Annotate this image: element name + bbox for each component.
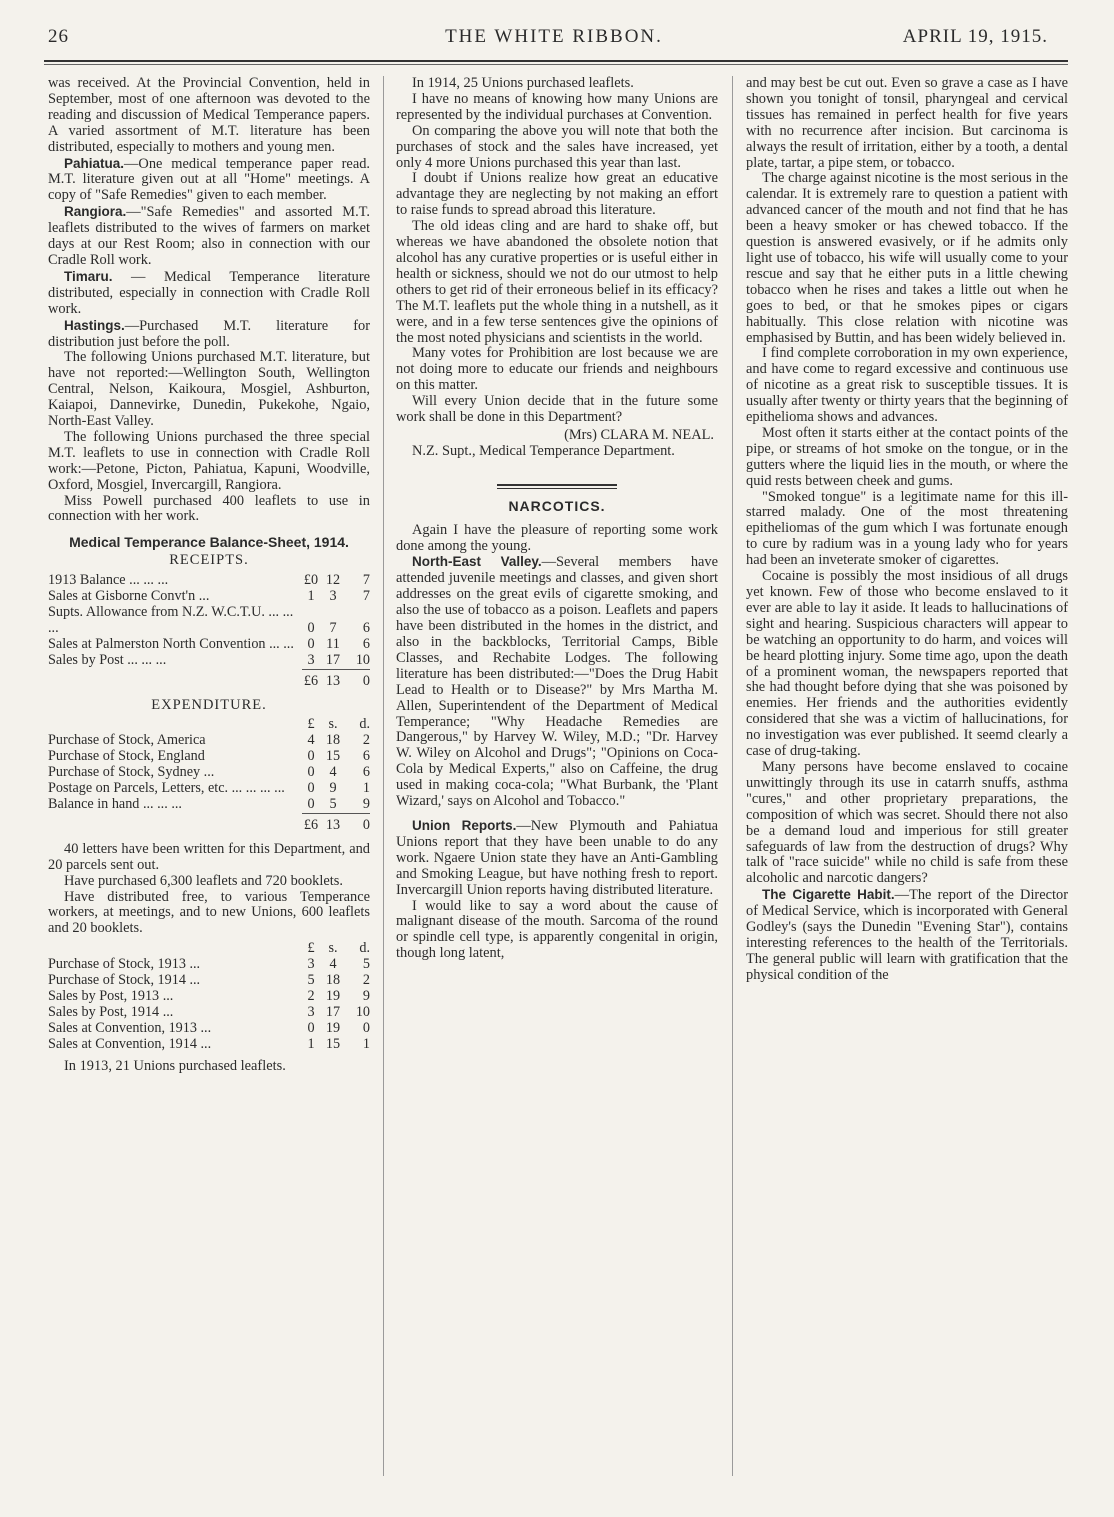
receipt-row — [48, 589, 370, 605]
pence: 1 — [362, 780, 370, 797]
receipts-heading: RECEIPTS. — [169, 552, 249, 569]
column-divider — [383, 76, 384, 1476]
page-header — [48, 26, 1060, 56]
item-label: Sales at Palmerston North Convention ... ... — [48, 635, 294, 652]
page-number: 26 — [48, 26, 69, 47]
report-hastings — [48, 318, 370, 351]
expenditure-row — [48, 781, 370, 797]
report-timaru — [48, 269, 370, 318]
pounds: 1 — [307, 588, 315, 605]
item-label: Purchase of Stock, America — [48, 732, 206, 749]
expenditure-row — [48, 749, 370, 765]
shillings: 3 — [329, 588, 337, 605]
section-rule — [497, 484, 617, 489]
shillings-head: s. — [328, 716, 338, 733]
shillings: 18 — [325, 732, 341, 749]
paragraph: Have purchased 6,300 leaflets and 720 booklets. — [64, 872, 343, 889]
pence: 7 — [362, 572, 370, 589]
report-union-reports — [396, 818, 718, 899]
shillings: 4 — [329, 764, 337, 781]
header-rule — [44, 60, 1068, 65]
pence: 6 — [362, 764, 370, 781]
item-label: Sales by Post ... ... ... — [48, 652, 167, 669]
pence: 9 — [362, 795, 370, 812]
expenditure-total-row — [48, 813, 370, 833]
pounds: 3 — [307, 1003, 315, 1020]
item-label: Sales at Convention, 1914 ... — [48, 1035, 212, 1052]
pence: 0 — [362, 1019, 370, 1036]
stock-row — [48, 1021, 370, 1037]
shillings: 4 — [329, 956, 337, 973]
stock-row — [48, 989, 370, 1005]
total-pounds: £6 — [302, 669, 320, 689]
pounds-head: £ — [307, 940, 315, 957]
item-label: Sales at Gisborne Convt'n ... — [48, 588, 210, 605]
pence: 10 — [355, 651, 370, 668]
item-label: Sales at Convention, 1913 ... — [48, 1019, 212, 1036]
report-north-east-valley — [396, 554, 718, 810]
paragraph: In 1913, 21 Unions purchased leaflets. — [64, 1057, 286, 1074]
paragraph: Many votes for Prohibition are lost because we are not doing more to educate our friends and neighbours on this matter. — [396, 345, 718, 394]
pounds: 0 — [307, 780, 315, 797]
paragraph: Have distributed free, to various Temperance workers, at meetings, and to new Unions, 600 leaflets and 20 booklets. — [48, 888, 370, 937]
pounds-head: £ — [307, 716, 315, 733]
total-pence: 0 — [346, 669, 370, 689]
paragraph: I find complete corroboration in my own experience, and have come to regard excessive and continuous use of nicotine as a great risk to susceptible tissues. It is usually after twenty or thirty years that the beginning of epithelioma shows and advances. — [746, 345, 1068, 426]
shillings: 17 — [325, 1003, 341, 1020]
signature-title: N.Z. Supt., Medical Temperance Department. — [412, 442, 675, 459]
pence: 2 — [362, 972, 370, 989]
paragraph: Miss Powell purchased 400 leaflets to use in connection with her work. — [48, 492, 370, 525]
pounds: 0 — [307, 795, 315, 812]
paragraph: Will every Union decide that in the future some work shall be done in this Department? — [396, 393, 718, 426]
total-shillings: 13 — [320, 669, 346, 689]
receipts-total-row — [48, 669, 370, 689]
shillings: 7 — [329, 619, 337, 636]
receipt-row — [48, 605, 370, 637]
pounds: £0 — [303, 572, 319, 589]
paragraph: I have no means of knowing how many Unions are represented by the individual purchases at Convention. — [396, 90, 718, 123]
paragraph: I would like to say a word about the cause of malignant disease of the mouth. Sarcoma of the round or spindle cell type, is apparently congenital in origin, though long latent, — [396, 897, 718, 962]
paragraph: I doubt if Unions realize how great an educative advantage they are neglecting by not making an effort to raise funds to spread abroad this literature. — [396, 170, 718, 219]
total-shillings: 13 — [320, 813, 346, 833]
report-heading: Pahiatua. — [64, 155, 125, 171]
item-label: Sales by Post, 1914 ... — [48, 1003, 174, 1020]
pounds: 0 — [307, 1019, 315, 1036]
pence-head: d. — [359, 940, 370, 957]
pence: 9 — [362, 987, 370, 1004]
report-text: —New Plymouth and Pahiatua Unions report that they have been unable to do any work. Ngaere Union state they have an Anti-Gambling and Smoking League, but have nothing fresh to report. Invercargill Union reports having distributed literature. — [396, 817, 719, 898]
masthead-title: THE WHITE RIBBON. — [445, 26, 663, 47]
pounds: 3 — [307, 956, 315, 973]
report-text: —The report of the Director of Medical Service, which is incorporated with General Godley's (says the Dunedin "Evening Star"), contains interesting references to the health of the Territorials. The general public will learn with gratification that the physical condition of the — [746, 887, 1068, 983]
pence: 6 — [362, 635, 370, 652]
shillings: 17 — [325, 651, 341, 668]
paragraph: The following Unions purchased M.T. literature, but have not reported:—Wellington South, Wellington Central, Nelson, Kaikoura, Mosgiel, Ashburton, Kaiapoi, Dannevirke, Dunedin, Pukekohe, Ngaio, North-East Valley. — [48, 349, 370, 430]
item-label: 1913 Balance ... ... ... — [48, 572, 169, 589]
report-cigarette-habit — [746, 887, 1068, 983]
report-heading: Rangiora. — [64, 204, 127, 220]
column-3 — [746, 76, 1068, 984]
paragraph: 40 letters have been written for this Department, and 20 parcels sent out. — [48, 840, 370, 873]
paragraph: The following Unions purchased the three special M.T. leaflets to use in connection with Cradle Roll work:—Petone, Picton, Pahiatua, Kapuni, Woodville, Oxford, Mosgiel, Invercargill, Rangiora. — [48, 428, 370, 493]
pounds: 0 — [307, 619, 315, 636]
shillings: 18 — [325, 972, 341, 989]
pounds: 3 — [307, 651, 315, 668]
column-1 — [48, 76, 370, 1074]
signature-name: (Mrs) CLARA M. NEAL. — [564, 426, 714, 443]
receipt-row — [48, 653, 370, 669]
paragraph: Cocaine is possibly the most insidious of all drugs yet known. Few of those who become enslaved to it ever are able to lay it aside. It leads to hallucinations of sight and hearing. Suspicious characters will appear to be watching an opportunity to do harm, and voices will be heard plotting injury. Some time ago, upon the death of a prominent woman, the newspapers reported that she had thought before dying that she was poisoned by enemies. Her friends and the authorities evidently considered that she was a victim of hallucinations, for no investigation was ever published. It seemd clearly a case of drug-taking. — [746, 568, 1068, 760]
stock-row — [48, 1037, 370, 1053]
expenditure-row — [48, 797, 370, 813]
item-label: Postage on Parcels, Letters, etc. ... ... ... ... — [48, 780, 285, 797]
pence-head: d. — [359, 716, 370, 733]
report-heading: North-East Valley. — [412, 554, 542, 570]
receipt-row — [48, 637, 370, 653]
paragraph: was received. At the Provincial Convention, held in September, most of one afternoon was devoted to the reading and discussion of Medical Temperance papers. A varied assortment of M.T. literature has been distributed, especially to mothers and young men. — [48, 75, 370, 155]
item-label: Sales by Post, 1913 ... — [48, 987, 174, 1004]
paragraph: Most often it starts either at the contact points of the pipe, or streams of hot smoke on the tongue, or in the gutters where the liquid lies in the mouth, or where the quid rests between cheek and gums. — [746, 424, 1068, 489]
receipts-table — [48, 573, 370, 689]
paragraph: In 1914, 25 Unions purchased leaflets. — [412, 75, 634, 91]
pence: 7 — [362, 588, 370, 605]
report-text: —Purchased M.T. literature for distribution just before the poll. — [48, 317, 370, 350]
item-label: Purchase of Stock, 1914 ... — [48, 972, 201, 989]
item-label: Purchase of Stock, England — [48, 748, 205, 765]
report-heading: Union Reports. — [412, 817, 517, 833]
expenditure-heading: EXPENDITURE. — [151, 696, 267, 713]
pounds: 0 — [307, 748, 315, 765]
shillings: 12 — [325, 572, 341, 589]
pounds: 5 — [307, 972, 315, 989]
paragraph: Again I have the pleasure of reporting some work done among the young. — [396, 521, 718, 554]
stock-table — [48, 941, 370, 1052]
pence: 6 — [362, 619, 370, 636]
shillings-head: s. — [328, 940, 338, 957]
report-rangiora — [48, 204, 370, 269]
report-text: —"Safe Remedies" and assorted M.T. leaflets distributed to the wives of farmers on market days at our Rest Room; also in connection with our Cradle Roll work. — [48, 204, 370, 268]
total-pounds: £6 — [302, 813, 320, 833]
report-heading: The Cigarette Habit. — [762, 887, 895, 903]
total-pence: 0 — [346, 813, 370, 833]
report-text: — Medical Temperance literature distributed, especially in connection with Cradle Roll work. — [48, 268, 370, 317]
expenditure-row — [48, 733, 370, 749]
shillings: 15 — [325, 1035, 341, 1052]
item-label: Purchase of Stock, Sydney ... — [48, 764, 215, 781]
pounds: 1 — [307, 1035, 315, 1052]
report-text: —Several members have attended juvenile meetings and classes, and given short addresses on the great evils of cigarette smoking, and also the use of tobacco as a poison. Leaflets and papers have been distributed in the homes in the district, and also in the backblocks, Territorial Camps, Bible Classes, and Rechabite Lodges. The following literature has been distributed:—"Does the Drug Habit Lead to Health or to Disease?" by Mrs Martha M. Allen, Superintendent of the Department of Medical Temperance; "Why Headache Remedies are Dangerous," by Harvey W. Wiley, M.D.; "Dr. Harvey W. Wiley on Alcohol and Drugs"; "Opinions on Coca-Cola by Medical Experts," also on Caffeine, the drug used in making coca-cola; "What Burbank, the 'Plant Wizard,' says on Alcohol and Tobacco." — [396, 554, 718, 810]
stock-row — [48, 957, 370, 973]
paragraph: The old ideas cling and are hard to shake off, but whereas we have abandoned the obsolete notion that alcohol has any curative properties or is useful either in health or sickness, should we not do our utmost to help others to get rid of their erroneous belief in its efficacy? The M.T. leaflets put the whole thing in a nutshell, as it were, and in a few terse sentences give the opinions of the most noted physicians and scientists in the world. — [396, 218, 718, 346]
balance-sheet-title: Medical Temperance Balance-Sheet, 1914. — [69, 534, 349, 551]
item-label: Balance in hand ... ... ... — [48, 796, 182, 813]
pence: 1 — [362, 1035, 370, 1052]
shillings: 19 — [325, 987, 341, 1004]
pounds: 0 — [307, 635, 315, 652]
issue-date: APRIL 19, 1915. — [902, 26, 1048, 47]
paragraph: and may best be cut out. Even so grave a case as I have shown you tonight of tonsil, pharyngeal and cervical tissues has remained in perfect health for five years with no recurrence after incision. But carcinoma is always the result of irritation, either by a tooth, a dental plate, tartar, a pipe stem, or tobacco. — [746, 75, 1068, 171]
stock-row — [48, 1005, 370, 1021]
pounds: 2 — [307, 987, 315, 1004]
item-label: Purchase of Stock, 1913 ... — [48, 956, 201, 973]
money-header-row — [48, 941, 370, 957]
column-2 — [396, 76, 718, 962]
report-pahiatua — [48, 156, 370, 205]
report-text: —One medical temperance paper read. M.T. literature given out at all "Home" meetings. A copy of "Safe Remedies" given to each member. — [48, 155, 370, 204]
pounds: 0 — [307, 764, 315, 781]
paragraph: "Smoked tongue" is a legitimate name for this ill-starred malady. One of the most threatening epitheliomas of the gum which I was fortunate enough to cure by radium was in a young lady who for years had been an inveterate smoker of cigarettes. — [746, 488, 1068, 569]
report-heading: Timaru. — [64, 268, 113, 284]
column-divider — [732, 76, 733, 1476]
item-label: Supts. Allowance from N.Z. W.C.T.U. ... ... ... — [48, 604, 294, 636]
report-heading: Hastings. — [64, 317, 125, 333]
expenditure-table — [48, 717, 370, 833]
pence: 2 — [362, 732, 370, 749]
narcotics-heading: NARCOTICS. — [508, 497, 606, 514]
receipt-row — [48, 573, 370, 589]
pence: 6 — [362, 748, 370, 765]
shillings: 15 — [325, 748, 341, 765]
paragraph: Many persons have become enslaved to cocaine unwittingly through its use in catarrh snuffs, asthma "cures," and other proprietary preparations, the composition of which was secret. Should there not also be a demand loud and imperious for still greater safeguards of law from the destruction of drugs? Why talk of "race suicide" while no child is safe from these alcoholic and narcotic dangers? — [746, 758, 1068, 887]
expenditure-row — [48, 765, 370, 781]
money-header-row — [48, 717, 370, 733]
pence: 10 — [355, 1003, 370, 1020]
stock-row — [48, 973, 370, 989]
shillings: 5 — [329, 795, 337, 812]
paragraph: The charge against nicotine is the most serious in the calendar. It is extremely rare to question a patient with advanced cancer of the mouth and not find that he has been a heavy smoker or has chewed tobacco. If the question is answered evasively, or if he admits only light use of tobacco, his wife will usually come to your rescue and say that he either puts in a little chewing tobacco when he rises and takes a little out when he goes to bed, or that he smokes pipes or cigars habitually. This close relation with nicotine was emphasised by Buttin, and has been widely believed in. — [746, 170, 1068, 346]
pence: 5 — [362, 956, 370, 973]
pounds: 4 — [307, 732, 315, 749]
shillings: 9 — [329, 780, 337, 797]
paragraph: On comparing the above you will note that both the purchases of stock and the sales have increased, yet only 4 more Unions purchased this year than last. — [396, 122, 718, 171]
shillings: 19 — [325, 1019, 341, 1036]
shillings: 11 — [326, 635, 340, 652]
